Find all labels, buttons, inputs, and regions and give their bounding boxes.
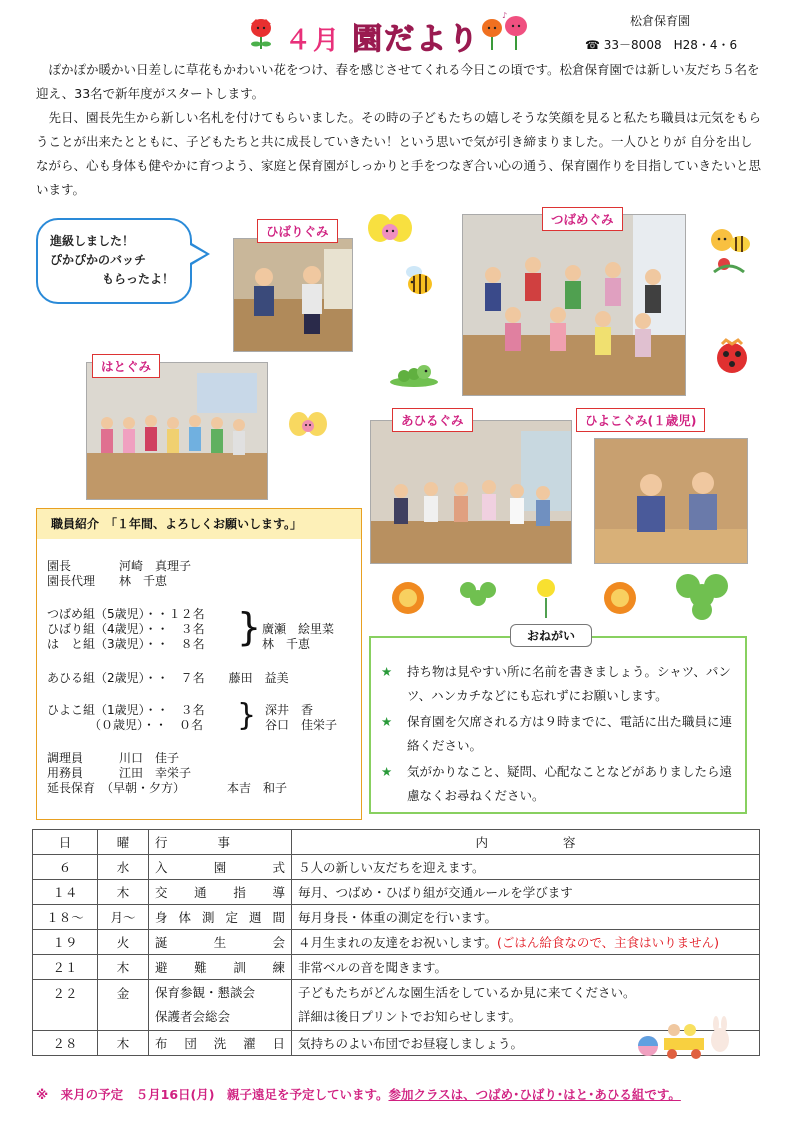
cell-content: 毎月、つばめ・ひばり組が交通ルールを学びます (292, 880, 760, 905)
staff-row: 延長保育 （早朝・夕方） 本吉 和子 (47, 781, 288, 795)
note-mark: ※ (36, 1087, 49, 1102)
content-text: ４月生まれの友達をお祝いします。 (298, 935, 498, 950)
header-dow: 曜 (98, 830, 149, 855)
table-header-row (33, 830, 760, 855)
footer-text: 来月の予定 ５月16日(月) 親子遠足を予定しています。 (48, 1087, 389, 1102)
label-tsubame: つばめぐみ (542, 207, 623, 231)
request-item (381, 660, 741, 708)
label-hibari: ひばりぐみ (257, 219, 338, 243)
photo-hiyoko (594, 438, 748, 564)
content-note: (ごはん給食なので、主食はいりません) (497, 935, 720, 950)
page-title (285, 14, 480, 58)
brace-icon: } (237, 605, 262, 649)
request-item (381, 760, 741, 808)
table-row (33, 905, 760, 930)
cell-day: ２８ (33, 1031, 98, 1056)
cell-content: 毎月身長・体重の測定を行います。 (292, 905, 760, 930)
bee-icon (400, 262, 438, 298)
photo-hibari (233, 238, 353, 352)
staff-row: 谷口 佳栄子 (265, 718, 338, 732)
cell-day: ２２ (33, 980, 98, 1031)
title-main: 園だより (352, 22, 481, 57)
cell-event: 布団洗濯日 (149, 1031, 292, 1056)
staff-row: （０歳児）・・ ０名 (47, 718, 204, 732)
title-month: ４月 (285, 26, 342, 56)
ladybug-icon (712, 336, 752, 376)
intro-text (36, 58, 761, 202)
staff-row: 園長代理 林 千恵 (47, 574, 168, 588)
footer-underlined: 参加クラスは、つばめ･ひばり･はと･あひる組です。 (388, 1087, 681, 1102)
cell-day: ２１ (33, 955, 98, 980)
cell-event: 誕生会 (149, 930, 292, 955)
label-ahiru: あひるぐみ (392, 408, 473, 432)
cell-dow: 木 (98, 1031, 149, 1056)
cell-content: 非常ベルの音を聞きます。 (292, 955, 760, 980)
speech-bubble (36, 218, 192, 304)
staff-row: 林 千恵 (262, 637, 311, 651)
request-item (381, 710, 741, 758)
cell-content (292, 930, 760, 955)
content-line-2: 詳細は後日プリントでお知らせします。 (298, 1009, 522, 1024)
cell-event: 避難訓練 (149, 955, 292, 980)
staff-row: あひる組（2歳児）・・ ７名 藤田 益美 (47, 671, 289, 685)
event-line-2: 保護者会総会 (155, 1009, 231, 1024)
tulip-left-icon (246, 16, 276, 50)
phone-and-date: 33－8008 H28・4・6 (603, 38, 738, 52)
cell-event: 交通指導 (149, 880, 292, 905)
star-icon: ★ (381, 664, 393, 679)
content-line-1: 子どもたちがどんな園生活をしているか見に来てください。 (298, 985, 636, 1000)
header-content: 内 容 (292, 830, 760, 855)
cell-day: １９ (33, 930, 98, 955)
table-row (33, 955, 760, 980)
butterfly-small-icon (288, 408, 328, 442)
staff-row: 園長 河崎 真理子 (47, 559, 192, 573)
tulips-right-icon (476, 10, 534, 52)
cell-event (149, 980, 292, 1031)
telephone-icon: ☎ (585, 38, 600, 52)
animal-cart-icon (634, 1014, 734, 1060)
cell-dow: 木 (98, 955, 149, 980)
label-hato: はとぐみ (92, 354, 160, 378)
svg-text:♪: ♪ (502, 11, 508, 20)
bubble-line-1: 進級しました！ (50, 234, 135, 248)
staff-heading: 職員紹介 「１年間、よろしくお願いします。」 (37, 509, 361, 539)
event-line-1: 保育参観・懇談会 (155, 985, 256, 1000)
staff-row: ひばり組（4歳児）・・ ３名 (47, 622, 205, 636)
school-name: 松倉保育園 (630, 14, 691, 28)
star-icon: ★ (381, 764, 393, 779)
bee-flower-icon (704, 224, 754, 274)
cell-dow: 木 (98, 880, 149, 905)
cell-content: ５人の新しい友だちを迎えます。 (292, 855, 760, 880)
request-box (369, 636, 747, 814)
cell-event: 入園式 (149, 855, 292, 880)
star-icon: ★ (381, 714, 393, 729)
intro-paragraph-1: ぽかぽか暖かい日差しに草花もかわいい花をつけ、春を感じさせてくれる今日この頃です。松倉保育園では新しい友だち５名を迎え、33名で新年度がスタートします。 (36, 62, 760, 101)
request-list (381, 660, 741, 810)
flowers-decoration-icon (384, 574, 746, 626)
request-item-text: 保育園を欠席される方は９時までに、電話に出た職員に連絡ください。 (407, 714, 733, 753)
cell-day: １８～ (33, 905, 98, 930)
staff-row: ひよこ組（1歳児）・・ ３名 (47, 703, 205, 717)
bubble-line-2: ぴかぴかのバッチ (50, 253, 147, 267)
request-item-text: 気がかりなこと、疑問、心配なことなどがありましたら遠慮なくお尋ねください。 (407, 764, 733, 803)
staff-introduction-box (36, 508, 362, 820)
butterfly-icon (366, 210, 414, 250)
footer-note (36, 1085, 681, 1103)
contact-line (585, 36, 737, 53)
brace-icon: } (237, 698, 257, 733)
photo-hato (86, 362, 268, 500)
header-day: 日 (33, 830, 98, 855)
intro-paragraph-2: 先日、園長先生から新しい名札を付けてもらいました。その時の子どもたちの嬉しそうな笑顔を見ると私たち職員は元気をもらうことが出来たとともに、子どもたちと共に成長していきたい！という思いで気が引き締まりました。一人ひとりが 自分を出しながら、心も身体も健やかに育つよう、家庭と保育園がしっかりと手をつなぎ合い心の通う、保育園作りを目指していきたいと思います。 (36, 110, 762, 197)
table-row (33, 880, 760, 905)
photo-tsubame (462, 214, 686, 396)
cell-dow: 火 (98, 930, 149, 955)
staff-row: 廣瀬 絵里菜 (262, 622, 335, 636)
table-row (33, 930, 760, 955)
label-hiyoko: ひよこぐみ(１歳児) (576, 408, 705, 432)
cell-dow: 金 (98, 980, 149, 1031)
request-item-text: 持ち物は見やすい所に名前を書きましょう。シャツ、パンツ、ハンカチなどにも忘れずにお願いします。 (407, 664, 731, 703)
header-event: 行 事 (149, 830, 292, 855)
staff-row: つばめ組（5歳児）・・１２名 (47, 607, 205, 621)
staff-row: 深井 香 (265, 703, 314, 717)
cell-event: 身体測定週間 (149, 905, 292, 930)
caterpillar-icon (388, 360, 440, 388)
table-row (33, 855, 760, 880)
cell-day: １４ (33, 880, 98, 905)
cell-dow: 月～ (98, 905, 149, 930)
cell-day: ６ (33, 855, 98, 880)
staff-row: 用務員 江田 幸栄子 (47, 766, 192, 780)
bubble-line-3: もらったよ！ (102, 272, 175, 286)
photo-ahiru (370, 420, 572, 564)
request-title: おねがい (510, 624, 592, 647)
cell-content: 気持ちのよい布団でお昼寝しましょう。 (292, 1031, 760, 1056)
staff-row: は と組（3歳児）・・ ８名 (47, 637, 205, 651)
cell-dow: 水 (98, 855, 149, 880)
staff-row: 調理員 川口 佳子 (47, 751, 180, 765)
